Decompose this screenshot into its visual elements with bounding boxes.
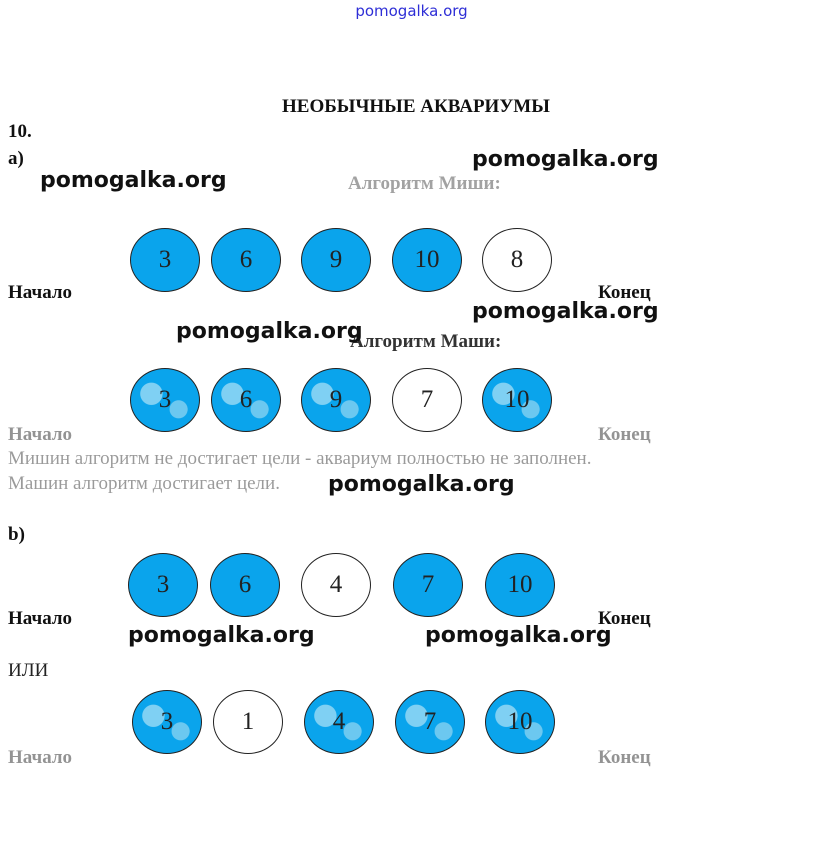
watermark: pomogalka.org — [176, 319, 363, 344]
watermark: pomogalka.org — [472, 147, 659, 172]
page-title: НЕОБЫЧНЫЕ АКВАРИУМЫ — [282, 96, 550, 117]
aquarium-circle: 3 — [128, 553, 198, 617]
task-number: 10. — [8, 121, 32, 142]
aquarium-circle: 3 — [130, 228, 200, 292]
aquarium-circle: 4 — [301, 553, 371, 617]
watermark: pomogalka.org — [128, 623, 315, 648]
aquarium-circle: 7 — [392, 368, 462, 432]
watermark: pomogalka.org — [328, 472, 515, 497]
masha-result-text: Машин алгоритм достигает цели. — [8, 473, 280, 494]
site-header-link[interactable]: pomogalka.org — [355, 2, 468, 20]
aquarium-circle: 10 — [485, 553, 555, 617]
aquarium-circle: 9 — [301, 228, 371, 292]
start-label: Начало — [8, 424, 73, 445]
end-label: Конец — [598, 608, 651, 629]
aquarium-circle: 6 — [211, 228, 281, 292]
aquarium-circle: 3 — [132, 690, 202, 754]
aquarium-circle: 10 — [482, 368, 552, 432]
aquarium-circle: 9 — [301, 368, 371, 432]
end-label: Конец — [598, 282, 651, 303]
end-label: Конец — [598, 424, 651, 445]
watermark: pomogalka.org — [472, 299, 659, 324]
section-b-label: b) — [8, 524, 25, 545]
aquarium-circle: 1 — [213, 690, 283, 754]
start-label: Начало — [8, 608, 73, 629]
aquarium-circle: 6 — [211, 368, 281, 432]
aquarium-circle: 6 — [210, 553, 280, 617]
aquarium-circle: 4 — [304, 690, 374, 754]
watermark: pomogalka.org — [425, 623, 612, 648]
watermark: pomogalka.org — [40, 168, 227, 193]
aquarium-circle: 8 — [482, 228, 552, 292]
aquarium-circle: 3 — [130, 368, 200, 432]
section-a-label: а) — [8, 148, 24, 169]
aquarium-circle: 10 — [485, 690, 555, 754]
aquarium-circle: 10 — [392, 228, 462, 292]
misha-result-text: Мишин алгоритм не достигает цели - аквариум полностью не заполнен. — [8, 448, 592, 469]
misha-algorithm-heading: Алгоритм Миши: — [348, 173, 501, 194]
masha-algorithm-heading: Алгоритм Маши: — [350, 331, 502, 352]
aquarium-circle: 7 — [395, 690, 465, 754]
start-label: Начало — [8, 282, 73, 303]
or-label: ИЛИ — [8, 660, 49, 681]
end-label: Конец — [598, 747, 651, 768]
aquarium-circle: 7 — [393, 553, 463, 617]
start-label: Начало — [8, 747, 73, 768]
